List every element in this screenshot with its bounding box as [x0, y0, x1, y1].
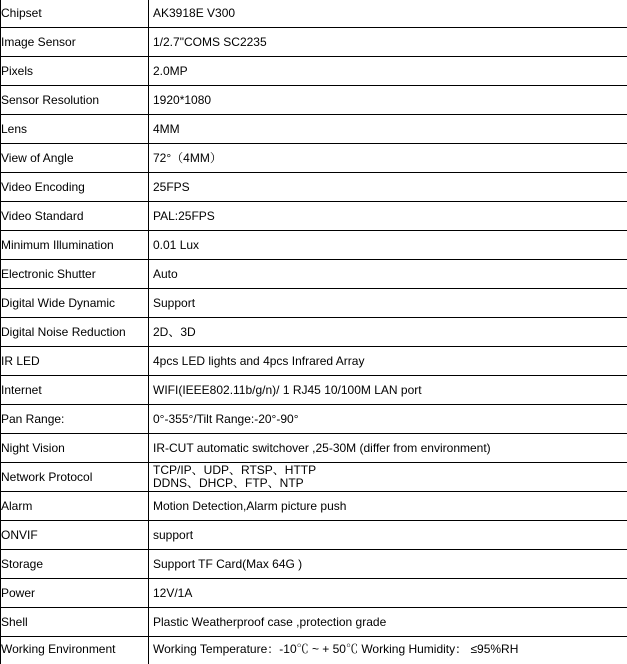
spec-row [1, 289, 627, 318]
spec-value [149, 202, 627, 231]
spec-row [1, 173, 627, 202]
spec-value [149, 521, 627, 550]
spec-key: ONVIF [1, 521, 149, 550]
spec-key: Electronic Shutter [1, 260, 149, 289]
spec-value-line: Support [153, 297, 624, 310]
spec-value [149, 579, 627, 608]
spec-row [1, 115, 627, 144]
spec-row [1, 202, 627, 231]
spec-value-line: 0°-355°/Tilt Range:-20°-90° [153, 413, 624, 426]
spec-key: Sensor Resolution [1, 86, 149, 115]
spec-key: Chipset [1, 0, 149, 28]
spec-value [149, 57, 627, 86]
spec-value-line: 72°（4MM） [153, 152, 624, 165]
spec-value-line: 1920*1080 [153, 94, 624, 107]
spec-value [149, 231, 627, 260]
spec-value-line: support [153, 529, 624, 542]
spec-value [149, 550, 627, 579]
spec-value-line: Auto [153, 268, 624, 281]
spec-value-line: 25FPS [153, 181, 624, 194]
spec-value [149, 0, 627, 28]
spec-row [1, 434, 627, 463]
spec-key: Power [1, 579, 149, 608]
spec-key: Shell [1, 608, 149, 637]
spec-key: Image Sensor [1, 28, 149, 57]
spec-key: Digital Wide Dynamic [1, 289, 149, 318]
spec-value [149, 347, 627, 376]
spec-value [149, 463, 627, 492]
spec-row [1, 0, 627, 28]
spec-value-line: AK3918E V300 [153, 7, 624, 20]
spec-value [149, 86, 627, 115]
spec-row [1, 637, 627, 664]
spec-value-line: 1/2.7"COMS SC2235 [153, 36, 624, 49]
spec-row [1, 28, 627, 57]
spec-value [149, 28, 627, 57]
spec-value [149, 405, 627, 434]
spec-value [149, 318, 627, 347]
spec-value [149, 637, 627, 664]
spec-key: Video Encoding [1, 173, 149, 202]
spec-value-line: 12V/1A [153, 587, 624, 600]
spec-key: Pan Range: [1, 405, 149, 434]
spec-value-line: PAL:25FPS [153, 210, 624, 223]
spec-row [1, 318, 627, 347]
spec-value-line: 2D、3D [153, 326, 624, 339]
spec-value [149, 434, 627, 463]
spec-value [149, 260, 627, 289]
spec-key: Internet [1, 376, 149, 405]
spec-row [1, 231, 627, 260]
spec-value-line: 4MM [153, 123, 624, 136]
spec-row [1, 347, 627, 376]
spec-key: Night Vision [1, 434, 149, 463]
spec-row [1, 57, 627, 86]
spec-value-line: 2.0MP [153, 65, 624, 78]
spec-row [1, 579, 627, 608]
spec-value-line: WIFI(IEEE802.11b/g/n)/ 1 RJ45 10/100M LAN port [153, 384, 624, 397]
spec-value-line: 0.01 Lux [153, 239, 624, 252]
spec-row [1, 492, 627, 521]
spec-value [149, 289, 627, 318]
spec-key: Lens [1, 115, 149, 144]
spec-value-line: Motion Detection,Alarm picture push [153, 500, 624, 513]
spec-value [149, 115, 627, 144]
spec-key: Network Protocol [1, 463, 149, 492]
spec-value [149, 173, 627, 202]
spec-key: Pixels [1, 57, 149, 86]
spec-value-line: DDNS、DHCP、FTP、NTP [153, 477, 624, 490]
spec-row [1, 405, 627, 434]
spec-row [1, 550, 627, 579]
spec-table-body [1, 0, 627, 664]
spec-value [149, 376, 627, 405]
spec-row [1, 86, 627, 115]
spec-value-line: IR-CUT automatic switchover ,25-30M (differ from environment) [153, 442, 624, 455]
spec-key: Video Standard [1, 202, 149, 231]
spec-key: Digital Noise Reduction [1, 318, 149, 347]
spec-value-line: TCP/IP、UDP、RTSP、HTTP [153, 464, 624, 477]
spec-value [149, 608, 627, 637]
spec-row [1, 521, 627, 550]
spec-key: IR LED [1, 347, 149, 376]
spec-key: Minimum Illumination [1, 231, 149, 260]
spec-key: Storage [1, 550, 149, 579]
spec-key: View of Angle [1, 144, 149, 173]
spec-value-line: 4pcs LED lights and 4pcs Infrared Array [153, 355, 624, 368]
spec-row [1, 608, 627, 637]
spec-row [1, 260, 627, 289]
spec-row [1, 376, 627, 405]
spec-key: Alarm [1, 492, 149, 521]
spec-row [1, 463, 627, 492]
spec-value [149, 144, 627, 173]
spec-value [149, 492, 627, 521]
spec-key: Working Environment [1, 637, 149, 664]
spec-value-line: Support TF Card(Max 64G ) [153, 558, 624, 571]
spec-value-line: Plastic Weatherproof case ,protection grade [153, 616, 624, 629]
spec-row [1, 144, 627, 173]
spec-value-line: Working Temperature：-10℃ ~ + 50℃ Working Humidity： ≤95%RH [153, 643, 624, 656]
